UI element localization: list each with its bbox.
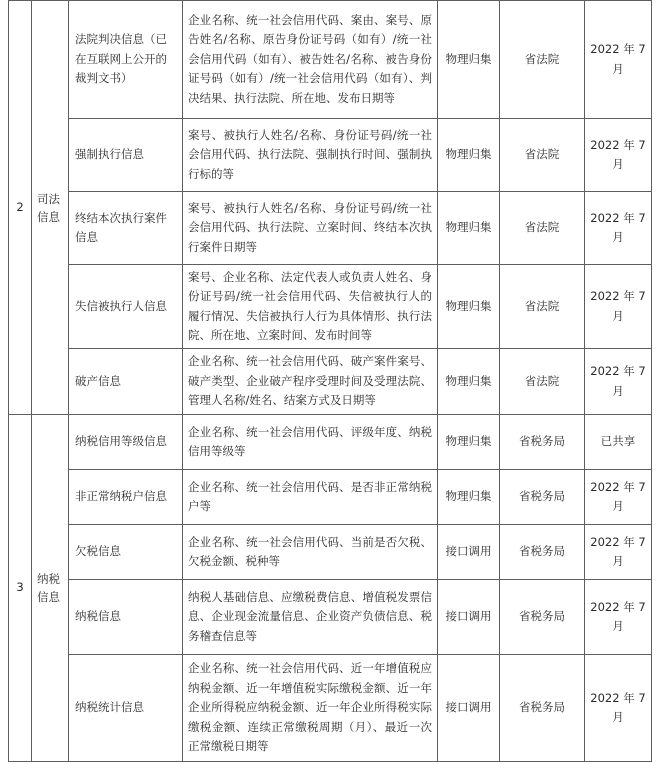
item-fields: 企业名称、统一社会信用代码、案由、案号、原告姓名/名称、原告身份证号码（如有）/统一社会信用代码（如有）、被告姓名/名称、被告身份证号码（如有）/统一社会信用代码（如有）、判决结果、执行法院、所在地、发布日期等 (183, 1, 438, 119)
item-fields: 企业名称、统一社会信用代码、评级年度、纳税信用等级等 (183, 415, 438, 470)
collection-mode: 物理归集 (438, 415, 500, 470)
completion-time: 2022 年 7 月 (585, 192, 652, 265)
item-fields: 案号、被执行人姓名/名称、身份证号码/统一社会信用代码、执行法院、强制执行时间、强制执行标的等 (183, 119, 438, 192)
department: 省税务局 (500, 525, 585, 580)
department: 省法院 (500, 192, 585, 265)
collection-mode: 接口调用 (438, 580, 500, 655)
collection-mode: 物理归集 (438, 192, 500, 265)
category-cell (32, 415, 69, 762)
item-name: 纳税信用等级信息 (69, 415, 183, 470)
item-fields: 企业名称、统一社会信用代码、破产案件案号、破产类型、企业破产程序受理时间及受理法院、管理人名称/姓名、结案方式及日期等 (183, 349, 438, 415)
table-row (9, 349, 652, 415)
table-row (9, 415, 652, 470)
table-row (9, 655, 652, 762)
info-table (8, 0, 652, 762)
item-fields: 案号、企业名称、法定代表人或负责人姓名、身份证号码/统一社会信用代码、失信被执行人的履行情况、失信被执行人行为具体情形、执行法院、所在地、立案时间、发布时间等 (183, 265, 438, 349)
department: 省税务局 (500, 415, 585, 470)
group-number: 2 (9, 1, 32, 415)
completion-time: 2022 年 7 月 (585, 265, 652, 349)
category-label: 信息 (37, 590, 60, 604)
category-label: 信息 (37, 209, 60, 224)
item-name: 纳税统计信息 (69, 655, 183, 762)
item-name: 终结本次执行案件信息 (69, 192, 183, 265)
collection-mode: 物理归集 (438, 265, 500, 349)
completion-time: 2022 年 7 月 (585, 119, 652, 192)
department: 省税务局 (500, 655, 585, 762)
table-row (9, 525, 652, 580)
item-fields: 纳税人基础信息、应缴税费信息、增值税发票信息、企业现金流量信息、企业资产负债信息、税务稽查信息等 (183, 580, 438, 655)
table-row (9, 265, 652, 349)
item-name: 纳税信息 (69, 580, 183, 655)
collection-mode: 物理归集 (438, 349, 500, 415)
item-name: 失信被执行人信息 (69, 265, 183, 349)
item-fields: 企业名称、统一社会信用代码、是否非正常纳税户等 (183, 470, 438, 525)
completion-time: 2022 年 7 月 (585, 349, 652, 415)
collection-mode: 物理归集 (438, 119, 500, 192)
collection-mode: 接口调用 (438, 525, 500, 580)
completion-time: 已共享 (585, 415, 652, 470)
completion-time: 2022 年 7 月 (585, 655, 652, 762)
group-number: 3 (9, 415, 32, 762)
completion-time: 2022 年 7 月 (585, 525, 652, 580)
collection-mode: 接口调用 (438, 655, 500, 762)
department: 省法院 (500, 265, 585, 349)
completion-time: 2022 年 7 月 (585, 1, 652, 119)
table-row (9, 192, 652, 265)
item-name: 欠税信息 (69, 525, 183, 580)
category-label: 纳税 (37, 572, 60, 586)
item-name: 非正常纳税户信息 (69, 470, 183, 525)
table-row (9, 1, 652, 119)
table-row (9, 580, 652, 655)
department: 省税务局 (500, 580, 585, 655)
item-name: 法院判决信息（已在互联网上公开的裁判文书） (69, 1, 183, 119)
item-name: 强制执行信息 (69, 119, 183, 192)
table-row (9, 119, 652, 192)
completion-time: 2022 年 7 月 (585, 470, 652, 525)
completion-time: 2022 年 7 月 (585, 580, 652, 655)
table-row (9, 470, 652, 525)
department: 省法院 (500, 1, 585, 119)
department: 省税务局 (500, 470, 585, 525)
category-label: 司法 (37, 191, 60, 206)
department: 省法院 (500, 119, 585, 192)
item-name: 破产信息 (69, 349, 183, 415)
category-cell (32, 1, 69, 415)
department: 省法院 (500, 349, 585, 415)
item-fields: 企业名称、统一社会信用代码、当前是否欠税、欠税金额、税种等 (183, 525, 438, 580)
collection-mode: 物理归集 (438, 470, 500, 525)
item-fields: 案号、被执行人姓名/名称、身份证号码/统一社会信用代码、执行法院、立案时间、终结本次执行案件日期等 (183, 192, 438, 265)
collection-mode: 物理归集 (438, 1, 500, 119)
item-fields: 企业名称、统一社会信用代码、近一年增值税应纳税金额、近一年增值税实际缴税金额、近一年企业所得税应纳税金额、近一年企业所得税实际缴税金额、连续正常缴税周期（月）、最近一次正常缴税日期等 (183, 655, 438, 762)
